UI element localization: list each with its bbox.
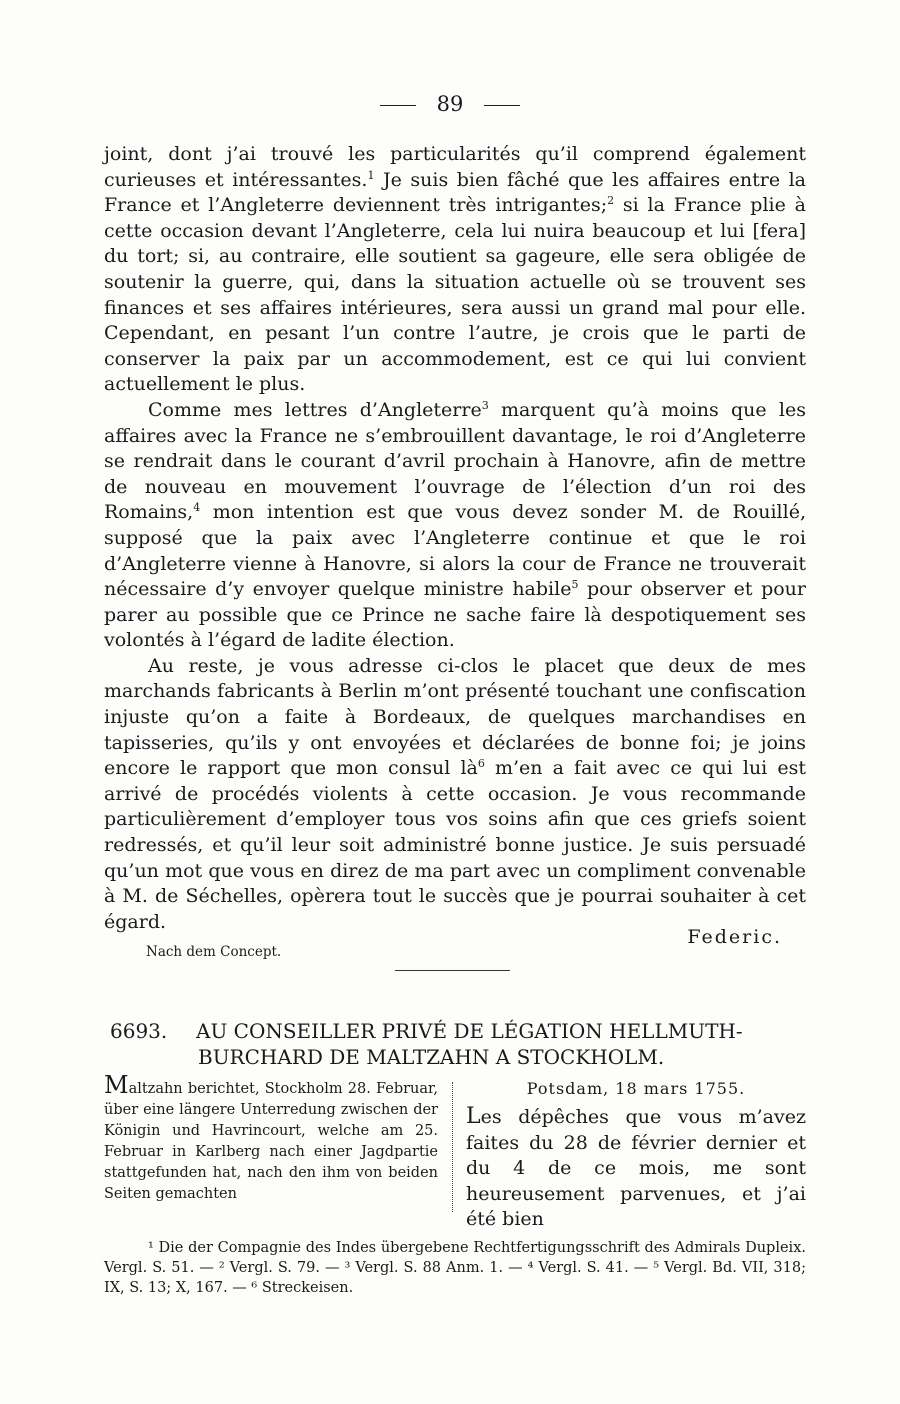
page-header [0,92,900,116]
footnotes [104,1238,806,1298]
letter-initial: L [466,1104,481,1129]
paragraph-text: Au reste, je vous adresse ci-clos le placet que deux de mes marchands fabricants à Berlin m’ont présenté touchant une confiscation injuste qu’on a faite à Bordeaux, de quelques marchandises en tapisseries, qu’ils y ont envoyées et déclarées de bonne foi; je joins encore le rapport que mon consul là [104,654,806,780]
paragraph-text: Je suis bien fâché que les affaires entre la France et l’Angleterre deviennent très intrigantes; [104,168,806,217]
footnote-marker: 5 [571,578,579,592]
summary-initial: M [104,1071,129,1099]
letter-text: es dépêches que vous m’avez faites du 28 de février dernier et du 4 de ce mois, me sont heureusement parvenues, et j’ai été bien [466,1106,806,1231]
paragraph-text: m’en a fait avec ce qui lui est arrivé de procédés violents à cette occasion. Je vous recommande particulièrement d’employer tous vos soins afin que ces griefs soient redressés, et qu’il leur soit administré bonne justice. Je suis persuadé qu’un mot que vous en direz de ma part avec un compliment convenable à M. de Séchelles, opèrera tout le succès que je pourrai souhaiter à cet égard. [104,757,806,933]
document-number: 6693. [110,1019,168,1043]
footnote-line: ¹ Die der Compagnie des Indes übergebene Rechtfertigungsschrift des Admirals Dupleix. Vergl. S. 51. — ² Vergl. S. 79. — ³ Vergl. S. 88 Anm. 1. — ⁴ Vergl. S. 41. — ⁵ Vergl. Bd. VII, 318; IX, S. 13; X, 167. — ⁶ Streckeisen. [104,1240,806,1296]
document-title-line2: BURCHARD DE MALTZAHN A STOCKHOLM. [198,1045,665,1069]
footnote-marker: 1 [367,168,375,182]
paragraph [104,142,806,398]
document-heading [110,1018,810,1070]
paragraph-text: si la France plie à cette occasion devant l’Angleterre, cela lui nuira beaucoup et lui [fera] du tort; si, au contraire, elle soutient sa gageure, elle sera obligée de soutenir la guerre, qui, dans la situation actuelle où se trouvent ses finances et ses affaires intérieures, sera aussi un grand mal pour elle. Cependant, en pesant l’un contre l’autre, je crois que le parti de conserver la paix par un accommodement, est ce qui lui convient actuellement le plus. [104,194,806,396]
header-dash-right [484,105,520,106]
footnote-marker: 3 [481,398,489,412]
paragraph-text: Comme mes lettres d’Angleterre [148,398,482,421]
paragraph-text: marquent qu’à moins que les affaires avec la France ne s’embrouillent davantage, le roi d’Angleterre se rendrait dans le courant d’avril prochain à Hanovre, afin de mettre de nouveau en mouvement l’ouvrage de l’élection d’un roi des Romains, [104,398,806,524]
footnote-marker: 6 [477,757,485,771]
place-date: Potsdam, 18 mars 1755. [526,1079,746,1098]
paragraph-text: joint, dont j’ai trouvé les particularités qu’il comprend également curieuses et intéressantes. [104,143,806,191]
main-text [104,142,806,935]
document-title-line1: AU CONSEILLER PRIVÉ DE LÉGATION HELLMUTH- [196,1019,743,1043]
paragraph [104,398,806,654]
section-divider [395,970,510,971]
column-divider [452,1082,453,1212]
paragraph-text: pour observer et pour parer au possible que ce Prince ne sache faire là despotiquement ses volontés à l’égard de ladite élection. [104,578,806,652]
paragraph [104,654,806,936]
concept-note: Nach dem Concept. [146,944,282,960]
footnote-marker: 2 [607,194,615,208]
footnote-marker: 4 [193,501,201,515]
signature-row [104,926,806,966]
letter-column [466,1078,806,1233]
summary-column [104,1071,438,1205]
summary-text: altzahn berichtet, Stockholm 28. Februar, über eine längere Unterredung zwischen der Königin und Havrincourt, welche am 25. Februar in Karlberg nach einer Jagdpartie stattgefunden hat, nach den ihm von beiden Seiten gemachten [104,1081,438,1202]
header-dash-left [380,105,416,106]
paragraph-text: mon intention est que vous devez sonder M. de Rouillé, supposé que la paix avec l’Angleterre continue et que le roi d’Angleterre vienne à Hanovre, si alors la cour de France ne trouverait nécessaire d’y envoyer quelque ministre habile [104,501,806,601]
signature: Federic. [687,926,782,948]
page-number: 89 [436,92,464,116]
letter-text-block [466,1104,806,1233]
